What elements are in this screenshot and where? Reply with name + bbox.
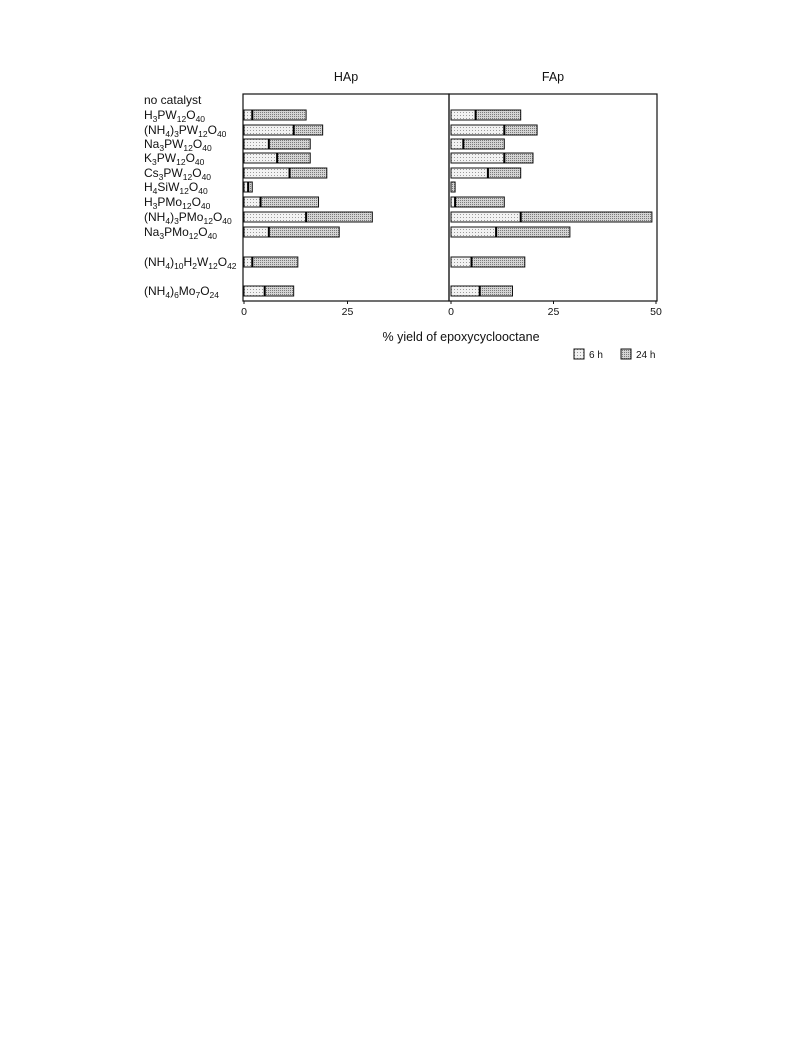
x-tick-label: 25	[547, 306, 560, 318]
bar-24h	[244, 110, 306, 120]
bar-6h	[244, 212, 306, 222]
category-label: $K_3PW_{12}O_{40}$	[144, 151, 205, 167]
category-label: $H_4SiW_{12}O_{40}$	[144, 180, 208, 196]
category-label: no catalyst	[144, 93, 202, 107]
x-tick-label: 0	[448, 306, 454, 318]
bar-6h	[244, 286, 265, 296]
category-labels	[144, 93, 237, 300]
bar-6h	[451, 139, 463, 149]
category-label: $(NH_4)_6Mo_7O_{24}$	[144, 284, 220, 300]
panel-title: HAp	[333, 70, 359, 84]
bar-6h	[451, 110, 476, 120]
bar-6h	[451, 153, 504, 163]
category-label: $(NH_4)_3PW_{12}O_{40}$	[144, 123, 227, 139]
legend-swatch	[621, 349, 631, 359]
category-label: $(NH_4)_{10}H_2W_{12}O_{42}$	[144, 255, 237, 271]
bar-6h	[451, 257, 472, 267]
bar-6h	[244, 197, 261, 207]
x-tick-label: 25	[341, 306, 354, 318]
bar-6h	[244, 153, 277, 163]
bar-6h	[244, 227, 269, 237]
chart-panels	[241, 70, 662, 318]
category-label: $Na_3PW_{12}O_{40}$	[144, 137, 212, 153]
bar-6h	[244, 125, 294, 135]
category-label: $H_3PMo_{12}O_{40}$	[144, 195, 211, 211]
category-label: $Cs_3PW_{12}O_{40}$	[144, 166, 212, 182]
panel-hap	[241, 70, 449, 318]
bar-6h	[451, 212, 521, 222]
bar-6h	[451, 125, 504, 135]
panel-title: FAp	[541, 70, 565, 84]
bar-6h	[244, 257, 252, 267]
bar-6h	[244, 139, 269, 149]
legend-label: 6 h	[589, 350, 603, 361]
x-axis-label: % yield of epoxycyclooctane	[382, 330, 540, 344]
category-label: $H_3PW_{12}O_{40}$	[144, 108, 206, 124]
legend-label: 24 h	[636, 350, 656, 361]
bar-24h	[451, 197, 504, 207]
category-label: $Na_3PMo_{12}O_{40}$	[144, 225, 218, 241]
bar-6h	[451, 227, 496, 237]
legend	[574, 349, 655, 361]
panel-fap	[448, 70, 662, 318]
x-tick-label: 0	[241, 306, 247, 318]
bar-6h	[244, 110, 252, 120]
legend-swatch	[574, 349, 584, 359]
bar-24h	[451, 182, 455, 192]
x-tick-label: 50	[650, 306, 662, 318]
bar-6h	[244, 168, 290, 178]
bar-6h	[451, 286, 480, 296]
bar-6h	[451, 168, 488, 178]
category-label: $(NH_4)_3PMo_{12}O_{40}$	[144, 210, 232, 226]
